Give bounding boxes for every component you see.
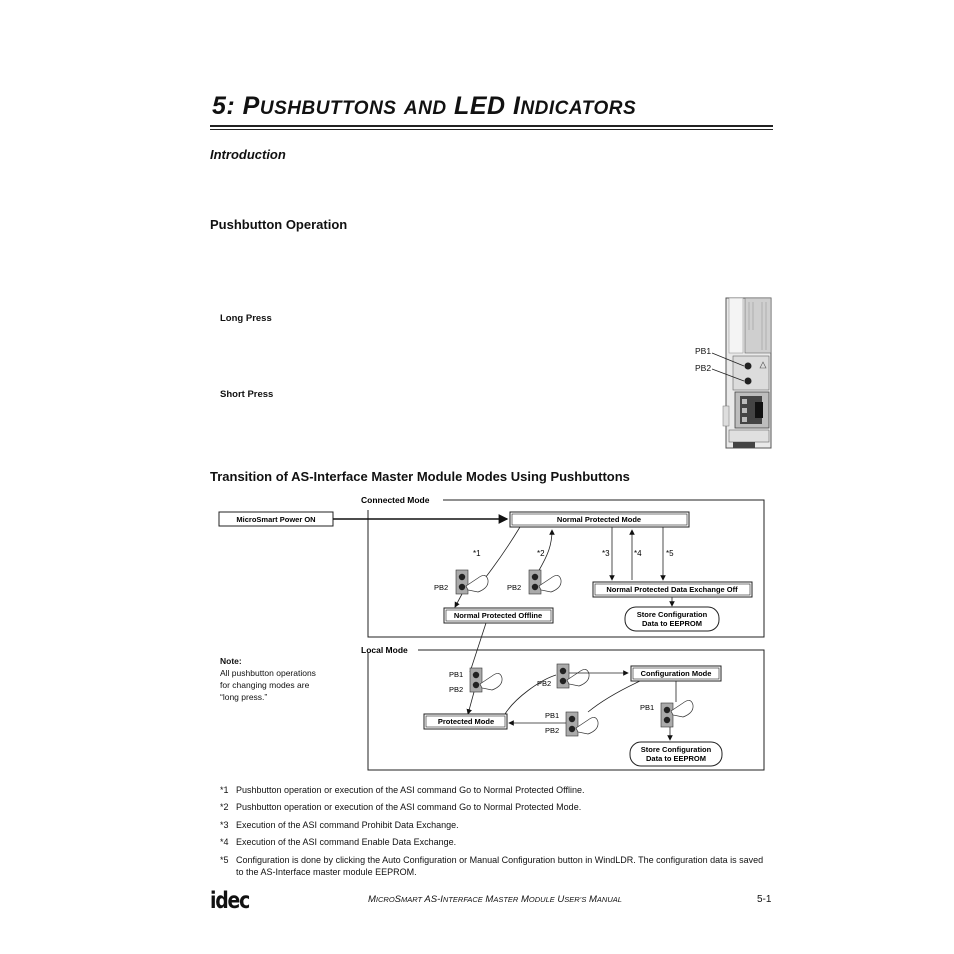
footnote-number: *4: [220, 836, 229, 847]
data-exchange-off-label: Normal Protected Data Exchange Off: [606, 585, 738, 594]
footnote: [220, 799, 770, 816]
pb1-label: PB1: [449, 670, 464, 679]
footer-title-part: ODULE: [528, 895, 555, 904]
mark-4: *4: [634, 549, 642, 558]
mark-5: *5: [666, 549, 674, 558]
footnote-number: *5: [220, 855, 229, 866]
footnote-text: Pushbutton operation or execution of the ASI command Go to Normal Protected Mode.: [236, 802, 582, 813]
pushbutton-hand-icon: [529, 570, 561, 594]
chapter-title-part: USHBUTTONS: [259, 98, 397, 119]
footnote-number: *2: [220, 802, 229, 813]
pb1-label: PB1: [545, 711, 560, 720]
pb2-label: PB2: [537, 679, 552, 688]
footer-title-part: ASTER: [493, 895, 519, 904]
footnote: [220, 834, 770, 851]
footnote: [220, 782, 770, 799]
page-number: 5-1: [757, 894, 772, 905]
footer-title-part: ICRO: [375, 895, 395, 904]
store-config-connected-line1: Store Configuration: [636, 610, 708, 619]
footnote-text: Execution of the ASI command Prohibit Data Exchange.: [236, 819, 459, 830]
short-press-label: Short Press: [220, 389, 274, 400]
footer-title-part: ANUAL: [596, 895, 622, 904]
footer-title-part: U: [554, 894, 565, 905]
long-press-label: Long Press: [220, 313, 272, 324]
footer-manual-title: [368, 894, 622, 905]
pb1-label: PB1: [640, 703, 655, 712]
footer-title-part: S: [394, 894, 402, 905]
pushbutton-hand-icon: [557, 664, 589, 688]
chapter-title-prefix: 5: P: [212, 92, 260, 120]
pb2-label: PB2: [507, 583, 522, 592]
pb2-label: PB2: [434, 583, 449, 592]
chapter-title-part: LED I: [454, 92, 521, 120]
local-mode-label: Local Mode: [361, 645, 408, 655]
note-line: All pushbutton operations: [220, 668, 316, 678]
footer-title-part: M: [368, 894, 376, 905]
footnote-number: *3: [220, 819, 229, 830]
section-heading-pushbutton-operation: Pushbutton Operation: [210, 217, 348, 232]
photo-pb2-label: PB2: [695, 363, 712, 373]
section-heading-introduction: Introduction: [210, 147, 286, 162]
store-config-local-line1: Store Configuration: [640, 745, 712, 754]
footer-title-part: NTERFACE: [442, 895, 483, 904]
connected-mode-label: Connected Mode: [361, 495, 430, 505]
footnote-text: Configuration is done by clicking the Auto Configuration or Manual Configuration button in WindLDR. The configuration data is saved to the AS-Interface master module EEPROM.: [236, 855, 764, 878]
note-title: Note:: [220, 656, 242, 666]
footer-title-part: AS-I: [422, 894, 443, 905]
store-config-local-line2: Data to EEPROM: [645, 754, 707, 763]
note-line: “long press.”: [220, 692, 268, 702]
mark-1: *1: [473, 549, 481, 558]
footer-title-part: M: [482, 894, 494, 905]
section-heading-transition: Transition of AS-Interface Master Module Modes Using Pushbuttons: [210, 469, 630, 484]
pushbutton-hand-icon: [661, 700, 693, 727]
note-line: for changing modes are: [220, 680, 310, 690]
footer-title-part: M: [586, 894, 597, 905]
chapter-title-part: NDICATORS: [520, 98, 637, 119]
pb2-label: PB2: [449, 685, 464, 694]
footnote: [220, 854, 770, 878]
footnote-text: Pushbutton operation or execution of the ASI command Go to Normal Protected Offline.: [236, 785, 585, 795]
configuration-mode-label: Configuration Mode: [640, 669, 712, 678]
mark-3: *3: [602, 549, 610, 558]
footer-title-part: MART: [401, 895, 423, 904]
pushbutton-hand-icon: [456, 570, 488, 594]
footnote-text: Execution of the ASI command Enable Data Exchange.: [236, 836, 457, 847]
footnotes: [220, 782, 770, 878]
pb2-label: PB2: [545, 726, 560, 735]
pushbutton-hand-icon: [470, 668, 502, 692]
mark-2: *2: [537, 549, 545, 558]
pushbutton-hand-icon: [566, 712, 598, 736]
normal-protected-offline-label: Normal Protected Offline: [453, 611, 543, 620]
photo-pb1-label: PB1: [695, 346, 712, 356]
power-on-label: MicroSmart Power ON: [236, 515, 316, 524]
note: [220, 655, 350, 703]
footnote: [220, 817, 770, 834]
footnote-number: *1: [220, 785, 229, 795]
footer-title-part: M: [518, 894, 529, 905]
idec-logo: idec: [210, 888, 250, 914]
footer-title-part: SER’S: [564, 895, 587, 904]
protected-mode-label: Protected Mode: [437, 717, 495, 726]
store-config-connected-line2: Data to EEPROM: [641, 619, 703, 628]
normal-protected-mode-label: Normal Protected Mode: [556, 515, 642, 524]
chapter-title-part: AND: [403, 98, 447, 119]
